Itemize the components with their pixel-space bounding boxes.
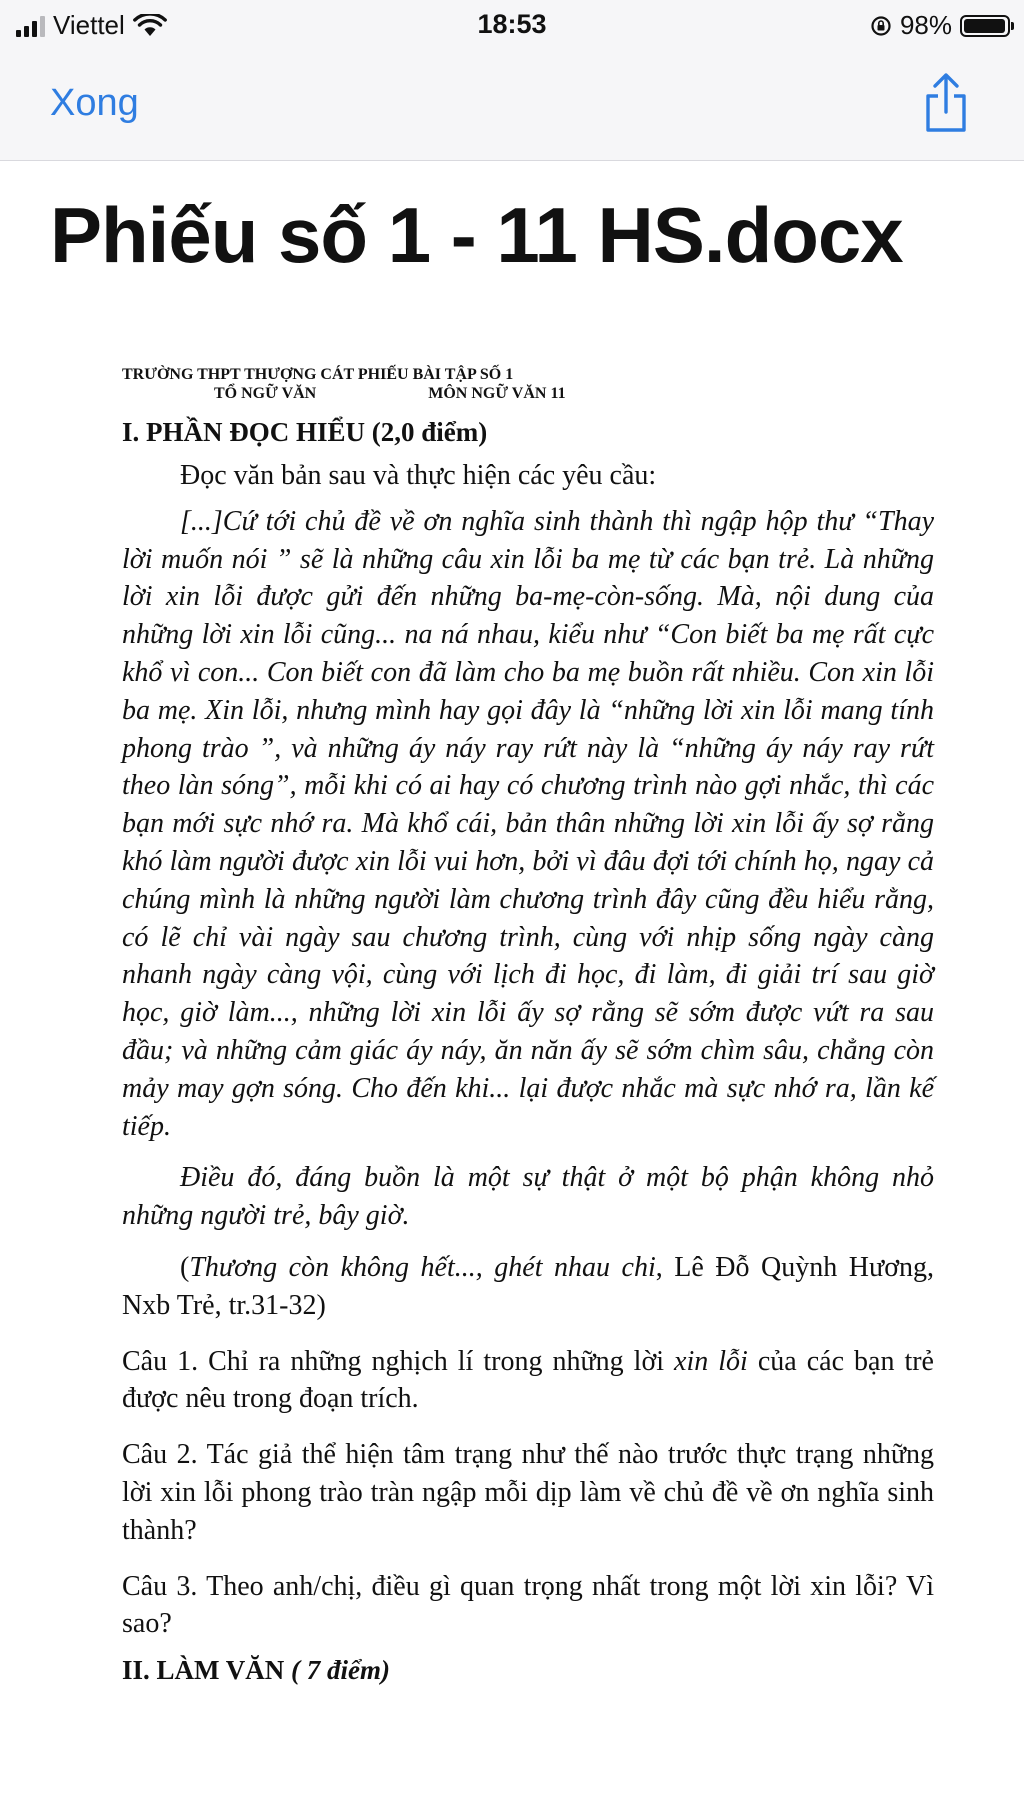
- status-time: 18:53: [477, 9, 547, 39]
- battery-percent: 98%: [899, 10, 952, 40]
- rotation-lock-icon: [870, 15, 892, 37]
- status-right: [870, 10, 1010, 41]
- header-row-1: [122, 365, 934, 384]
- passage-paragraph-1: [...]Cứ tới chủ đề về ơn nghĩa sinh thành thì ngập hộp thư “Thay lời muốn nói ” sẽ là những câu xin lỗi ba mẹ từ các bạn trẻ. Là những lời xin lỗi được gửi đến những ba-mẹ-còn-sống. Mà, nội dung của những lời xin lỗi cũng... na ná nhau, kiểu như “Con biết ba mẹ rất cực khổ vì con... Con biết con đã làm cho ba mẹ buồn rất nhiều. Con xin lỗi ba mẹ. Xin lỗi, nhưng mình hay gọi đây là “những lời xin lỗi mang tính phong trào ”, và những áy náy ray rứt này là “những áy náy ray rứt theo làn sóng”, mỗi khi có ai hay có chương trình nào gợi nhắc, thì các bạn mới sực nhớ ra. Mà khổ cái, bản thân những lời xin lỗi ấy sợ rằng khó làm người được xin lỗi vui hơn, bởi vì đâu đợi tới chính họ, ngay cả chúng mình là những người làm chương trình đây cũng đều hiểu rằng, có lẽ chỉ vài ngày sau chương trình, cùng với nhịp sống ngày càng nhanh ngày càng vội, cùng với lịch đi học, đi làm, đi giải trí sau giờ học, giờ làm..., những lời xin lỗi ấy sợ rằng sẽ sớm được vứt ra sau đầu; và những cảm giác áy náy, ăn năn ấy sẽ sớm chìm sâu, chẳng còn mảy may gợn sóng. Cho đến khi... lại được nhắc mà sực nhớ ra, lần kế tiếp.: [122, 505, 934, 1142]
- q1-before: Câu 1. Chỉ ra những nghịch lí trong những lời: [122, 1345, 675, 1377]
- section-2-label: II. LÀM VĂN: [122, 1655, 285, 1686]
- section-2-title: [122, 1655, 934, 1686]
- share-icon: [920, 72, 972, 134]
- source-rest: , Lê Đỗ Quỳnh Hương, Nxb Trẻ, tr.31-32): [122, 1251, 934, 1321]
- nav-bar: [0, 52, 1024, 161]
- document-title: Phiếu số 1 - 11 HS.docx: [50, 191, 903, 279]
- passage-source: [122, 1249, 934, 1325]
- source-open: (: [180, 1251, 190, 1283]
- section-1-title: I. PHẦN ĐỌC HIỂU (2,0 điểm): [122, 417, 488, 447]
- section-2-points: ( 7 điểm): [284, 1655, 390, 1686]
- battery-icon: [960, 15, 1010, 37]
- q1-italic: xin lỗi: [674, 1345, 748, 1377]
- carrier-name: Viettel: [53, 10, 125, 40]
- header-subject: MÔN NGỮ VĂN 11: [428, 385, 566, 402]
- share-button[interactable]: [920, 72, 972, 134]
- question-1: [122, 1343, 934, 1419]
- passage-paragraph-2: Điều đó, đáng buồn là một sự thật ở một bộ phận không nhỏ những người trẻ, bây giờ.: [122, 1162, 934, 1232]
- done-button[interactable]: Xong: [50, 82, 139, 124]
- header-dept: TỔ NGỮ VĂN: [214, 385, 317, 402]
- source-title: Thương còn không hết..., ghét nhau chi: [189, 1251, 656, 1283]
- instruction-text: Đọc văn bản sau và thực hiện các yêu cầu:: [180, 460, 657, 491]
- question-2: Câu 2. Tác giả thể hiện tâm trạng như thế nào trước thực trạng những lời xin lỗi phong trào tràn ngập mỗi dịp làm về chủ đề về ơn nghĩa sinh thành?: [122, 1439, 934, 1546]
- header-school: TRƯỜNG THPT THƯỢNG CÁT: [122, 366, 354, 383]
- header-sheet: PHIẾU BÀI TẬP SỐ 1: [357, 366, 514, 383]
- status-bar: [0, 0, 1024, 52]
- battery-fill: [964, 19, 1005, 33]
- q1-after: của các bạn trẻ được nêu trong đoạn trích.: [122, 1345, 934, 1415]
- header-row-2: [122, 384, 934, 403]
- document-preview[interactable]: [122, 365, 934, 1686]
- question-3: Câu 3. Theo anh/chị, điều gì quan trọng nhất trong một lời xin lỗi? Vì sao?: [122, 1570, 934, 1640]
